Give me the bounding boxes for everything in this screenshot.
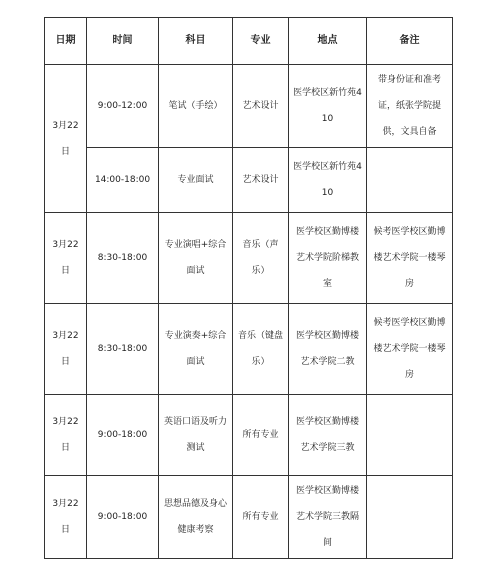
header-date: 日期 <box>45 18 87 65</box>
header-major: 专业 <box>233 18 289 65</box>
cell-time: 14:00-18:00 <box>87 148 159 213</box>
cell-time: 9:00-18:00 <box>87 476 159 559</box>
cell-major: 艺术设计 <box>233 148 289 213</box>
cell-major: 音乐（键盘乐） <box>233 304 289 395</box>
cell-subject: 专业演唱+综合面试 <box>159 213 233 304</box>
cell-location: 医学校区新竹苑410 <box>289 148 367 213</box>
cell-subject: 专业演奏+综合面试 <box>159 304 233 395</box>
table-row <box>45 213 453 304</box>
table-row <box>45 148 453 213</box>
cell-major: 所有专业 <box>233 476 289 559</box>
cell-time: 9:00-18:00 <box>87 395 159 476</box>
cell-location: 医学校区新竹苑410 <box>289 65 367 148</box>
cell-subject: 思想品德及身心健康考察 <box>159 476 233 559</box>
table-row <box>45 304 453 395</box>
cell-subject: 专业面试 <box>159 148 233 213</box>
cell-subject: 笔试（手绘） <box>159 65 233 148</box>
header-time: 时间 <box>87 18 159 65</box>
header-subject: 科目 <box>159 18 233 65</box>
cell-note <box>367 395 453 476</box>
header-note: 备注 <box>367 18 453 65</box>
table-row <box>45 395 453 476</box>
cell-date: 3月22日 <box>45 213 87 304</box>
cell-time: 8:30-18:00 <box>87 304 159 395</box>
cell-time: 9:00-12:00 <box>87 65 159 148</box>
cell-major: 艺术设计 <box>233 65 289 148</box>
table-row <box>45 476 453 559</box>
header-location: 地点 <box>289 18 367 65</box>
cell-major: 所有专业 <box>233 395 289 476</box>
cell-note: 带身份证和准考证，纸张学院提供，文具自备 <box>367 65 453 148</box>
cell-note <box>367 476 453 559</box>
cell-location: 医学校区勤博楼艺术学院二教 <box>289 304 367 395</box>
cell-date: 3月22日 <box>45 476 87 559</box>
cell-location: 医学校区勤博楼艺术学院三教隔间 <box>289 476 367 559</box>
cell-date: 3月22日 <box>45 65 87 213</box>
cell-note <box>367 148 453 213</box>
cell-note: 候考医学校区勤博楼艺术学院一楼琴房 <box>367 304 453 395</box>
cell-location: 医学校区勤博楼艺术学院阶梯教室 <box>289 213 367 304</box>
table-header-row <box>45 18 453 65</box>
exam-schedule-table <box>44 17 453 559</box>
cell-note: 候考医学校区勤博楼艺术学院一楼琴房 <box>367 213 453 304</box>
cell-time: 8:30-18:00 <box>87 213 159 304</box>
cell-subject: 英语口语及听力测试 <box>159 395 233 476</box>
cell-major: 音乐（声乐） <box>233 213 289 304</box>
cell-location: 医学校区勤博楼艺术学院三教 <box>289 395 367 476</box>
cell-date: 3月22日 <box>45 304 87 395</box>
table-row <box>45 65 453 148</box>
cell-date: 3月22日 <box>45 395 87 476</box>
